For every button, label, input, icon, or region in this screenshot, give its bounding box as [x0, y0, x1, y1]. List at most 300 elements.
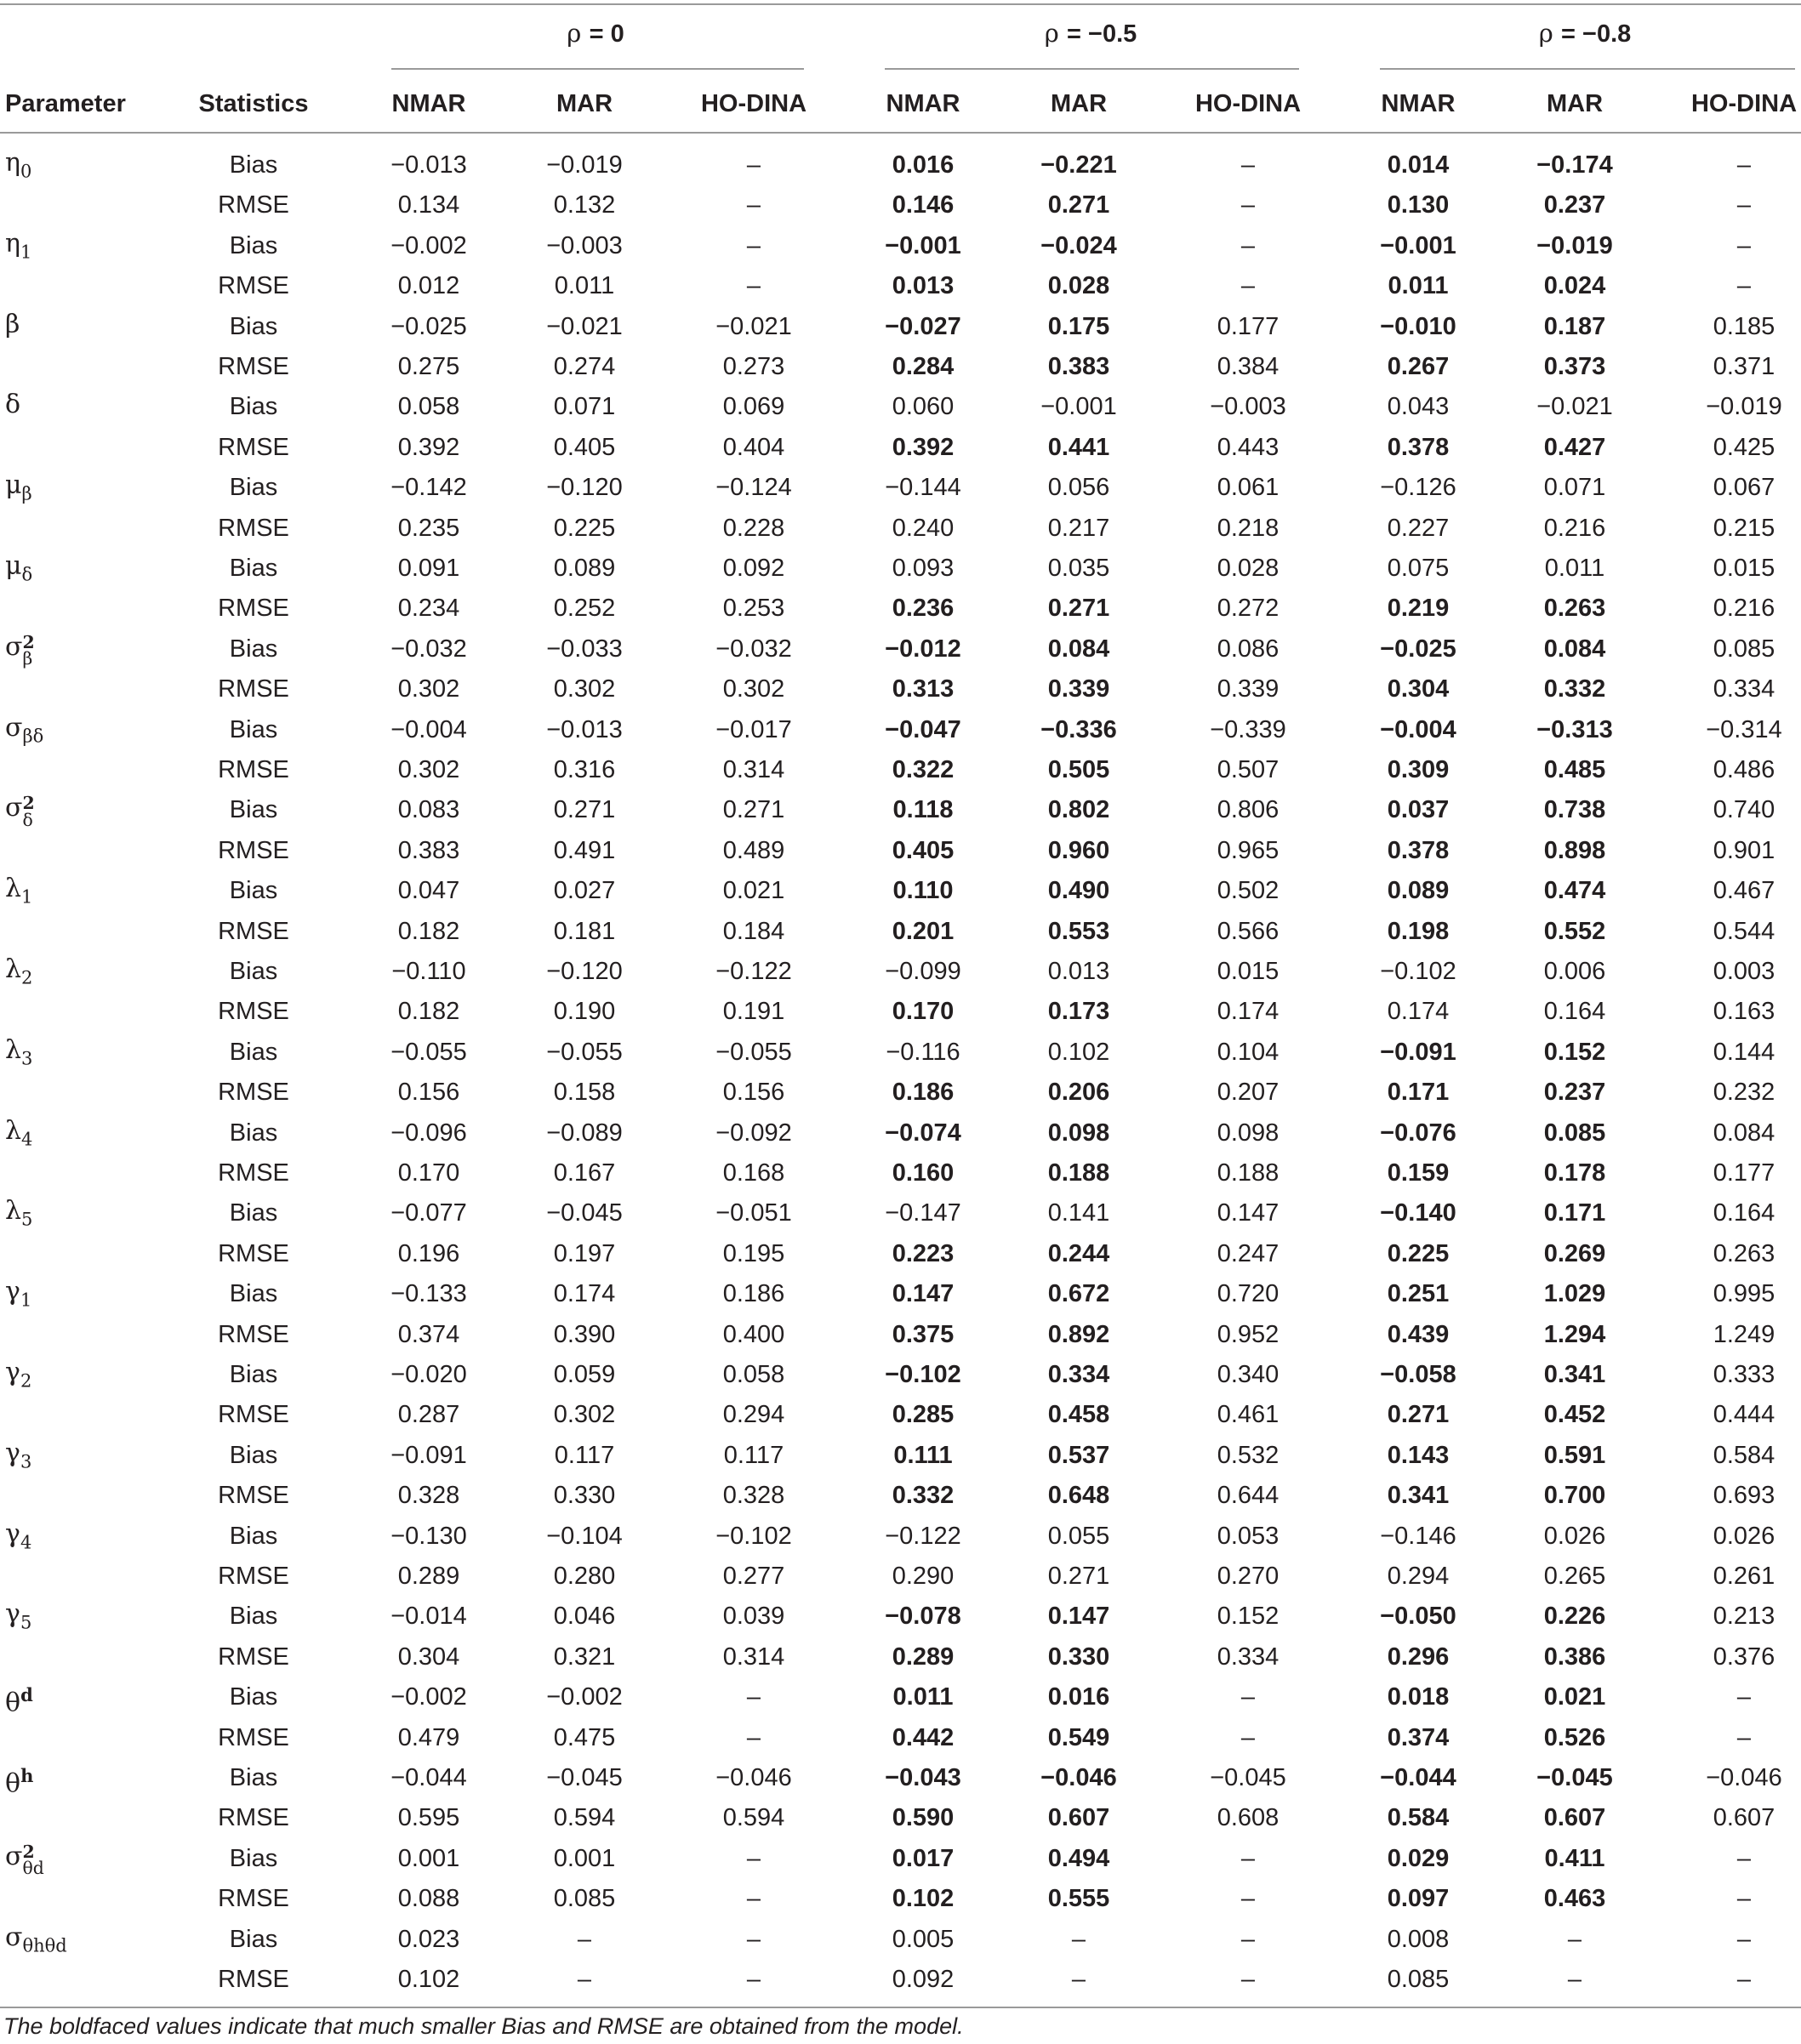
table-cell: 0.237	[1543, 191, 1606, 219]
table-cell: 0.055	[1047, 1522, 1110, 1550]
table-cell: 0.693	[1713, 1482, 1775, 1510]
table-cell: −0.027	[885, 312, 961, 340]
parameter-symbol: $\eta_0$	[5, 148, 32, 182]
table-cell: 0.011	[554, 272, 615, 300]
table-cell: −0.140	[1380, 1199, 1456, 1227]
table-cell: 0.005	[892, 1925, 955, 1953]
table-cell: 0.187	[1543, 312, 1606, 340]
table-cell: 0.328	[397, 1482, 460, 1510]
table-cell: 0.263	[1713, 1239, 1775, 1267]
statistic-label: RMSE	[218, 433, 289, 461]
table-cell: 0.195	[722, 1239, 785, 1267]
statistic-label: Bias	[229, 1603, 278, 1631]
table-cell: 0.384	[1217, 353, 1280, 380]
table-cell: 0.552	[1543, 917, 1606, 945]
parameter-symbol: $\gamma_4$	[5, 1518, 32, 1552]
top-rule	[0, 3, 1801, 5]
table-cell: −0.025	[390, 312, 467, 340]
table-cell: −0.047	[885, 715, 961, 743]
table-cell: 0.738	[1543, 796, 1606, 824]
table-cell: 0.228	[722, 514, 785, 542]
table-cell: 0.196	[397, 1239, 460, 1267]
table-cell: 0.098	[1047, 1119, 1110, 1147]
statistic-label: Bias	[229, 151, 278, 179]
table-cell: 0.339	[1217, 675, 1280, 703]
statistic-label: RMSE	[218, 1159, 289, 1187]
table-cell: −0.020	[390, 1361, 467, 1388]
table-cell: 0.029	[1387, 1844, 1450, 1872]
table-cell: 0.028	[1217, 555, 1280, 582]
table-cell: 0.405	[892, 836, 955, 864]
table-cell: 0.182	[397, 917, 460, 945]
table-cell: –	[1736, 1683, 1752, 1711]
table-cell: 0.086	[1217, 635, 1280, 663]
table-cell: 0.164	[1713, 1199, 1775, 1227]
table-cell: 0.026	[1543, 1522, 1606, 1550]
table-cell: 0.289	[397, 1563, 460, 1590]
table-cell: 0.085	[1713, 635, 1775, 663]
table-cell: 0.198	[1387, 917, 1450, 945]
table-cell: 0.271	[1047, 1563, 1110, 1590]
table-cell: 0.056	[1047, 474, 1110, 502]
column-header-nmar: NMAR	[391, 90, 466, 117]
table-cell: –	[1736, 1885, 1752, 1913]
table-cell: 0.085	[1387, 1966, 1450, 1993]
table-cell: 0.740	[1713, 796, 1775, 824]
table-cell: 0.806	[1217, 796, 1280, 824]
statistic-label: Bias	[229, 312, 278, 340]
table-cell: 0.223	[892, 1239, 955, 1267]
table-cell: 0.104	[1217, 1038, 1280, 1066]
table-cell: 0.178	[1543, 1159, 1606, 1187]
table-cell: −0.043	[885, 1764, 961, 1791]
statistic-label: RMSE	[218, 272, 289, 300]
parameter-symbol: $\sigma_{\theta h\theta d}$	[5, 1922, 67, 1956]
table-cell: 0.177	[1217, 312, 1280, 340]
table-cell: 0.247	[1217, 1239, 1280, 1267]
table-cell: −0.078	[885, 1603, 961, 1631]
table-cell: 0.607	[1047, 1804, 1110, 1832]
group-header-rho-1: ρ = −0.5	[1044, 19, 1137, 48]
table-cell: –	[1240, 1885, 1256, 1913]
table-cell: 0.302	[397, 675, 460, 703]
table-cell: −0.122	[715, 958, 792, 985]
table-cell: 0.270	[1217, 1563, 1280, 1590]
table-cell: 0.191	[722, 998, 785, 1026]
statistic-label: Bias	[229, 1119, 278, 1147]
table-cell: 0.016	[1047, 1683, 1110, 1711]
table-cell: –	[1071, 1966, 1086, 1993]
table-cell: −0.001	[885, 231, 961, 259]
table-cell: 0.206	[1047, 1079, 1110, 1107]
table-cell: −0.033	[546, 635, 623, 663]
table-cell: 0.383	[1047, 353, 1110, 380]
table-cell: −0.032	[715, 635, 792, 663]
table-cell: 0.505	[1047, 756, 1110, 783]
table-cell: 0.012	[397, 272, 460, 300]
table-cell: –	[1736, 272, 1752, 300]
table-cell: 0.267	[1387, 353, 1450, 380]
table-cell: 0.028	[1047, 272, 1110, 300]
table-cell: −0.044	[1380, 1764, 1456, 1791]
table-cell: 0.334	[1217, 1643, 1280, 1671]
statistic-label: Bias	[229, 796, 278, 824]
table-cell: 0.289	[892, 1643, 955, 1671]
parameter-symbol: $\lambda_4$	[5, 1115, 33, 1149]
table-cell: −0.021	[1536, 393, 1613, 421]
table-cell: 0.390	[553, 1320, 616, 1348]
table-cell: −0.024	[1040, 231, 1117, 259]
statistic-label: RMSE	[218, 1239, 289, 1267]
table-cell: 0.058	[397, 393, 460, 421]
table-cell: 0.171	[1543, 1199, 1606, 1227]
table-cell: −0.019	[1536, 231, 1613, 259]
table-cell: −0.012	[885, 635, 961, 663]
table-cell: 0.164	[1543, 998, 1606, 1026]
table-cell: 0.607	[1543, 1804, 1606, 1832]
table-cell: 0.147	[1217, 1199, 1280, 1227]
table-cell: −0.120	[546, 474, 623, 502]
table-cell: –	[746, 1844, 761, 1872]
statistic-label: RMSE	[218, 1079, 289, 1107]
table-cell: 0.092	[892, 1966, 955, 1993]
table-cell: 0.237	[1543, 1079, 1606, 1107]
group-rule-1	[885, 68, 1299, 70]
table-cell: 0.378	[1387, 836, 1450, 864]
table-cell: −0.074	[885, 1119, 961, 1147]
statistic-label: RMSE	[218, 1723, 289, 1751]
table-cell: 0.047	[397, 877, 460, 905]
group-header-rho-2: ρ = −0.8	[1538, 19, 1632, 48]
table-cell: 0.132	[553, 191, 616, 219]
table-cell: 0.016	[892, 151, 955, 179]
table-cell: −0.077	[390, 1199, 467, 1227]
table-cell: 0.091	[397, 555, 460, 582]
statistic-label: Bias	[229, 635, 278, 663]
table-cell: 0.302	[553, 1401, 616, 1429]
table-cell: −0.147	[885, 1199, 961, 1227]
statistic-label: Bias	[229, 958, 278, 985]
table-cell: 0.502	[1217, 877, 1280, 905]
table-cell: 0.097	[1387, 1885, 1450, 1913]
table-cell: 0.374	[1387, 1723, 1450, 1751]
table-cell: 0.537	[1047, 1441, 1110, 1469]
table-cell: –	[746, 1925, 761, 1953]
table-cell: −0.092	[715, 1119, 792, 1147]
table-cell: 0.071	[1543, 474, 1606, 502]
table-cell: 0.272	[1217, 595, 1280, 623]
column-header-mar: MAR	[1050, 90, 1108, 117]
parameter-symbol: $\gamma_2$	[5, 1358, 32, 1392]
table-cell: 0.302	[397, 756, 460, 783]
table-cell: −0.021	[546, 312, 623, 340]
table-cell: −0.174	[1536, 151, 1613, 179]
table-cell: 0.046	[553, 1603, 616, 1631]
table-cell: 0.271	[1047, 191, 1110, 219]
table-cell: –	[1736, 1966, 1752, 1993]
table-cell: 0.648	[1047, 1482, 1110, 1510]
table-cell: 0.475	[553, 1723, 616, 1751]
table-cell: 0.170	[892, 998, 955, 1026]
table-cell: 0.013	[1047, 958, 1110, 985]
table-cell: 0.158	[553, 1079, 616, 1107]
table-cell: −0.046	[1706, 1764, 1782, 1791]
statistic-label: Bias	[229, 1925, 278, 1953]
table-cell: 0.960	[1047, 836, 1110, 864]
table-cell: –	[1736, 151, 1752, 179]
statistic-label: RMSE	[218, 917, 289, 945]
table-cell: 0.594	[722, 1804, 785, 1832]
table-cell: –	[1240, 1966, 1256, 1993]
table-cell: −0.336	[1040, 715, 1117, 743]
table-cell: 0.269	[1543, 1239, 1606, 1267]
table-cell: 0.171	[1387, 1079, 1450, 1107]
table-cell: 0.177	[1713, 1159, 1775, 1187]
table-cell: 0.474	[1543, 877, 1606, 905]
table-cell: 0.156	[397, 1079, 460, 1107]
table-cell: –	[1736, 191, 1752, 219]
table-cell: 0.251	[1387, 1280, 1450, 1308]
table-cell: 0.371	[1713, 353, 1775, 380]
statistic-label: RMSE	[218, 1804, 289, 1832]
statistic-label: RMSE	[218, 1643, 289, 1671]
table-cell: −0.096	[390, 1119, 467, 1147]
table-cell: 0.088	[397, 1885, 460, 1913]
parameter-symbol: σ 2 β	[5, 631, 35, 669]
table-cell: 0.302	[553, 675, 616, 703]
table-cell: 0.441	[1047, 433, 1110, 461]
table-cell: –	[577, 1925, 592, 1953]
table-cell: 0.296	[1387, 1643, 1450, 1671]
table-cell: –	[1240, 191, 1256, 219]
parameter-symbol: $\theta^h$	[5, 1765, 34, 1799]
parameter-symbol: δ	[5, 390, 21, 420]
table-cell: −0.010	[1380, 312, 1456, 340]
table-cell: −0.091	[390, 1441, 467, 1469]
table-cell: −0.004	[390, 715, 467, 743]
table-cell: 0.197	[553, 1239, 616, 1267]
table-cell: 0.075	[1387, 555, 1450, 582]
column-header-ho-dina: HO-DINA	[1194, 90, 1302, 117]
table-cell: −0.144	[885, 474, 961, 502]
table-cell: 0.284	[892, 353, 955, 380]
table-footnote: The boldfaced values indicate that much smaller Bias and RMSE are obtained from the model.	[3, 2013, 964, 2039]
table-cell: 1.294	[1543, 1320, 1606, 1348]
table-cell: 0.236	[892, 595, 955, 623]
table-cell: −0.146	[1380, 1522, 1456, 1550]
group-header-rho-0: ρ = 0	[567, 19, 624, 48]
column-header-nmar: NMAR	[886, 90, 960, 117]
table-cell: 0.244	[1047, 1239, 1110, 1267]
table-cell: –	[1240, 151, 1256, 179]
table-cell: 0.271	[553, 796, 616, 824]
table-cell: 0.595	[397, 1804, 460, 1832]
table-cell: 0.316	[553, 756, 616, 783]
table-cell: 0.458	[1047, 1401, 1110, 1429]
statistic-label: RMSE	[218, 836, 289, 864]
table-cell: 0.061	[1217, 474, 1280, 502]
table-cell: −0.076	[1380, 1119, 1456, 1147]
table-cell: –	[1240, 1723, 1256, 1751]
table-cell: 0.608	[1217, 1804, 1280, 1832]
table-cell: 0.240	[892, 514, 955, 542]
table-cell: −0.104	[546, 1522, 623, 1550]
table-cell: −0.051	[715, 1199, 792, 1227]
table-cell: −0.116	[886, 1038, 960, 1066]
table-cell: 0.213	[1713, 1603, 1775, 1631]
table-cell: 0.207	[1217, 1079, 1280, 1107]
table-cell: 0.313	[892, 675, 955, 703]
table-cell: 0.071	[553, 393, 616, 421]
header-rule	[0, 132, 1801, 134]
table-cell: 0.013	[892, 272, 955, 300]
table-cell: 0.442	[892, 1723, 955, 1751]
statistic-label: Bias	[229, 474, 278, 502]
statistic-label: RMSE	[218, 1563, 289, 1590]
table-cell: 0.216	[1543, 514, 1606, 542]
table-cell: 0.001	[397, 1844, 460, 1872]
table-cell: 0.227	[1387, 514, 1450, 542]
table-cell: –	[577, 1966, 592, 1993]
table-cell: 0.304	[397, 1643, 460, 1671]
table-cell: −0.055	[546, 1038, 623, 1066]
statistic-label: Bias	[229, 231, 278, 259]
table-cell: 0.285	[892, 1401, 955, 1429]
table-cell: 0.965	[1217, 836, 1280, 864]
table-cell: 0.566	[1217, 917, 1280, 945]
table-cell: 0.130	[1387, 191, 1450, 219]
table-cell: 0.590	[892, 1804, 955, 1832]
column-header-mar: MAR	[556, 90, 613, 117]
statistic-label: Bias	[229, 1280, 278, 1308]
table-cell: −0.102	[1380, 958, 1456, 985]
table-cell: 0.006	[1543, 958, 1606, 985]
table-cell: 0.427	[1543, 433, 1606, 461]
table-cell: 0.443	[1217, 433, 1280, 461]
column-header-ho-dina: HO-DINA	[700, 90, 807, 117]
table-cell: 0.290	[892, 1563, 955, 1590]
table-cell: 0.217	[1047, 514, 1110, 542]
parameter-symbol: $\mu_\beta$	[5, 470, 32, 504]
table-cell: 0.060	[892, 393, 955, 421]
table-cell: 0.901	[1713, 836, 1775, 864]
table-cell: 0.405	[553, 433, 616, 461]
statistic-label: RMSE	[218, 756, 289, 783]
table-cell: −0.013	[390, 151, 467, 179]
table-cell: 0.392	[397, 433, 460, 461]
statistic-label: Bias	[229, 877, 278, 905]
table-cell: 0.952	[1217, 1320, 1280, 1348]
table-cell: 0.188	[1217, 1159, 1280, 1187]
table-cell: 0.333	[1713, 1361, 1775, 1388]
table-cell: 0.159	[1387, 1159, 1450, 1187]
table-cell: 0.334	[1047, 1361, 1110, 1388]
table-cell: 0.170	[397, 1159, 460, 1187]
table-cell: 0.373	[1543, 353, 1606, 380]
table-cell: 0.011	[892, 1683, 954, 1711]
parameter-symbol: $\gamma_3$	[5, 1438, 32, 1472]
table-cell: 0.058	[722, 1361, 785, 1388]
table-cell: −0.044	[390, 1764, 467, 1791]
parameter-symbol: σ 2 θd	[5, 1841, 44, 1879]
table-cell: 0.802	[1047, 796, 1110, 824]
table-cell: 0.015	[1713, 555, 1775, 582]
parameter-symbol: $\lambda_1$	[5, 874, 33, 908]
table-cell: 0.232	[1713, 1079, 1775, 1107]
statistic-label: RMSE	[218, 514, 289, 542]
table-cell: −0.002	[390, 231, 467, 259]
table-cell: 0.225	[1387, 1239, 1450, 1267]
table-cell: 0.553	[1047, 917, 1110, 945]
table-cell: 0.995	[1713, 1280, 1775, 1308]
table-cell: –	[746, 1723, 761, 1751]
table-cell: 0.486	[1713, 756, 1775, 783]
table-cell: –	[1240, 272, 1256, 300]
table-cell: −0.004	[1380, 715, 1456, 743]
statistic-label: RMSE	[218, 191, 289, 219]
table-cell: 0.067	[1713, 474, 1775, 502]
statistic-label: RMSE	[218, 353, 289, 380]
table-cell: 0.181	[553, 917, 616, 945]
table-cell: 0.216	[1713, 595, 1775, 623]
table-cell: 0.144	[1713, 1038, 1775, 1066]
table-cell: −0.014	[390, 1603, 467, 1631]
table-cell: 0.174	[1217, 998, 1280, 1026]
table-cell: 0.167	[553, 1159, 616, 1187]
table-cell: −0.102	[885, 1361, 961, 1388]
table-cell: 0.544	[1713, 917, 1775, 945]
statistic-label: RMSE	[218, 595, 289, 623]
table-cell: 0.143	[1387, 1441, 1450, 1469]
table-cell: 0.182	[397, 998, 460, 1026]
statistic-label: Bias	[229, 715, 278, 743]
table-cell: 0.026	[1713, 1522, 1775, 1550]
table-cell: 0.332	[892, 1482, 955, 1510]
table-cell: −0.050	[1380, 1603, 1456, 1631]
table-cell: 0.275	[397, 353, 460, 380]
table-cell: −0.045	[546, 1199, 623, 1227]
table-cell: 0.253	[722, 595, 785, 623]
table-cell: 0.287	[397, 1401, 460, 1429]
parameter-symbol: $\gamma_1$	[5, 1277, 32, 1311]
table-cell: −0.058	[1380, 1361, 1456, 1388]
table-cell: 0.444	[1713, 1401, 1775, 1429]
table-cell: 0.039	[722, 1603, 785, 1631]
table-cell: 0.023	[397, 1925, 460, 1953]
table-cell: –	[1736, 231, 1752, 259]
table-cell: 0.321	[553, 1643, 616, 1671]
table-cell: 0.261	[1713, 1563, 1775, 1590]
table-cell: 0.314	[722, 1643, 785, 1671]
table-cell: −0.120	[546, 958, 623, 985]
table-cell: 0.014	[1387, 151, 1450, 179]
table-cell: –	[1567, 1925, 1582, 1953]
table-cell: 0.334	[1713, 675, 1775, 703]
table-cell: 0.507	[1217, 756, 1280, 783]
statistic-label: Bias	[229, 1764, 278, 1791]
table-cell: 0.134	[397, 191, 460, 219]
table-cell: 0.175	[1047, 312, 1110, 340]
table-cell: 0.294	[1387, 1563, 1450, 1590]
table-cell: 0.411	[1544, 1844, 1605, 1872]
table-cell: –	[1736, 1844, 1752, 1872]
statistic-label: Bias	[229, 1038, 278, 1066]
table-cell: 0.083	[397, 796, 460, 824]
table-cell: 0.386	[1543, 1643, 1606, 1671]
table-cell: –	[746, 151, 761, 179]
table-cell: 0.156	[722, 1079, 785, 1107]
table-cell: 0.118	[892, 796, 954, 824]
